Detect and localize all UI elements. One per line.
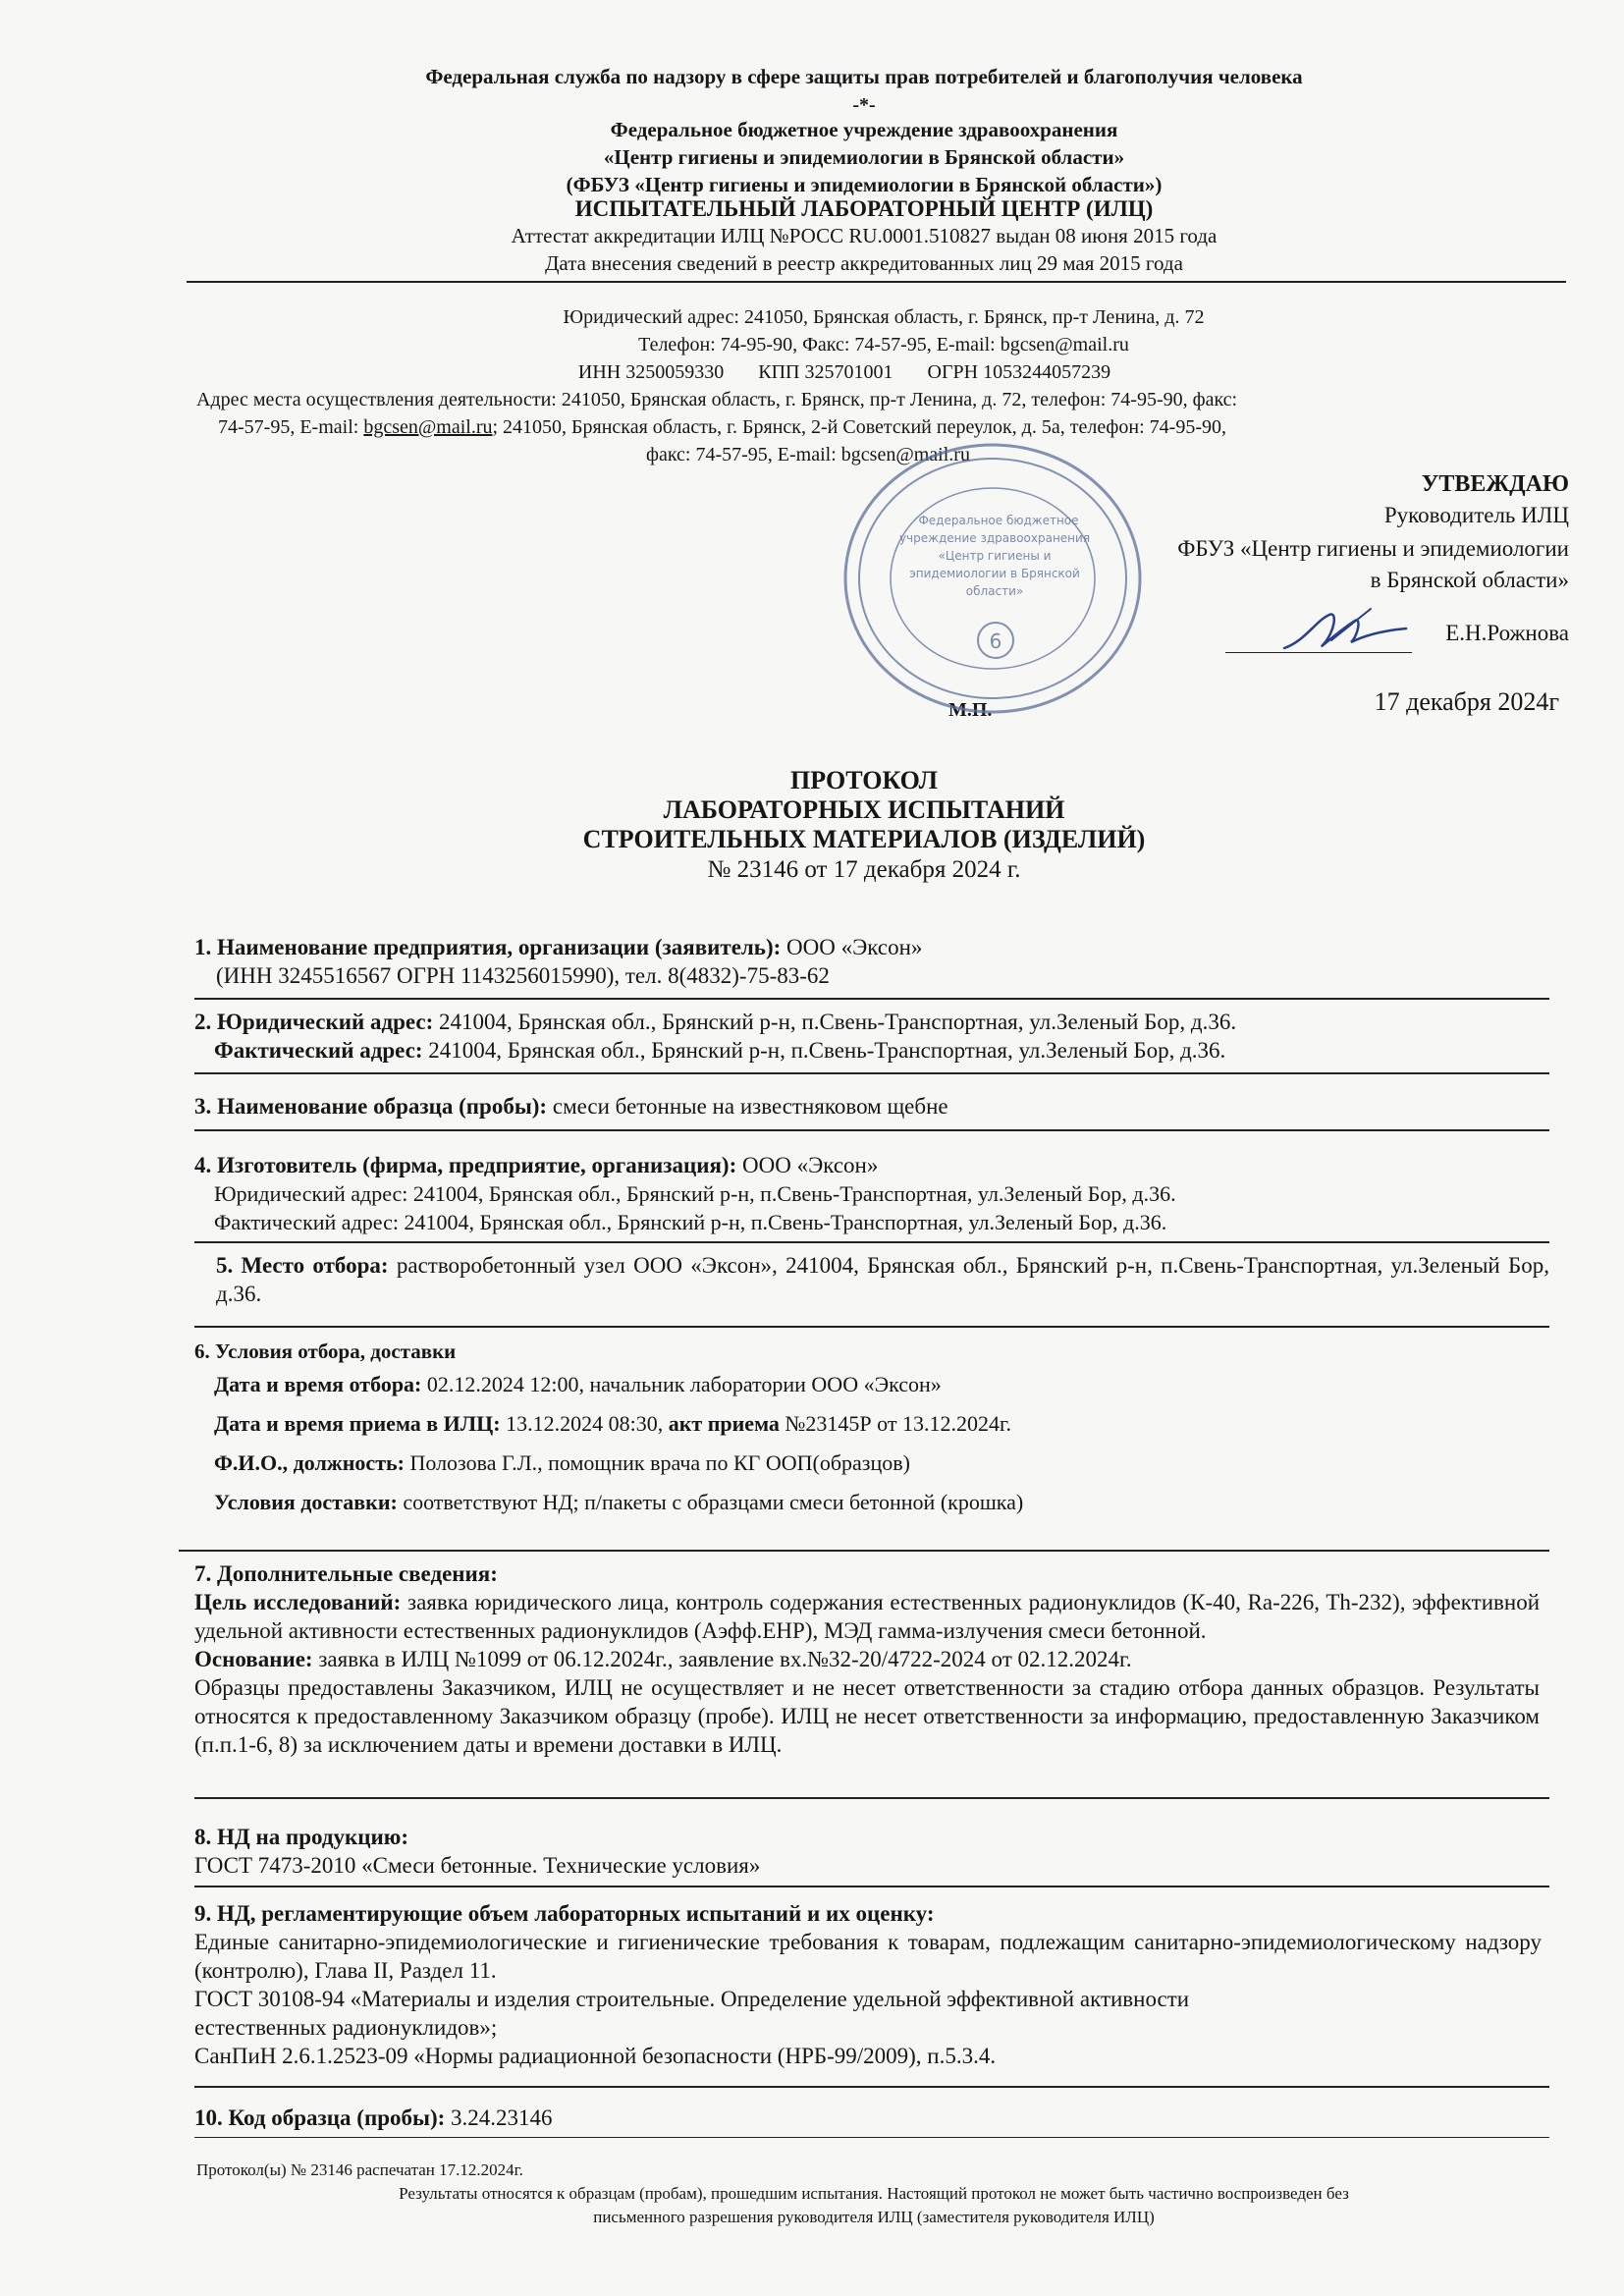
rule-1 xyxy=(194,998,1549,1000)
rule-10 xyxy=(194,2137,1549,2138)
s6-recv-label: Дата и время приема в ИЛЦ: xyxy=(214,1411,501,1436)
s2-value: 241004, Брянская обл., Брянский р-н, п.Свень-Транспортная, ул.Зеленый Бор, д.36. xyxy=(433,1010,1237,1034)
lab-name: ИСПЫТАТЕЛЬНЫЙ ЛАБОРАТОРНЫЙ ЦЕНТР (ИЛЦ) xyxy=(574,196,1154,221)
section-5 xyxy=(216,1251,1549,1308)
tax-ids xyxy=(118,361,1571,384)
s3-label: 3. Наименование образца (пробы): xyxy=(194,1094,548,1119)
email-link[interactable]: bgcsen@mail.ru xyxy=(363,416,493,438)
approval-date: 17 декабря 2024г xyxy=(1374,687,1559,716)
stamp-text-3: «Центр гигиены и xyxy=(938,549,1052,563)
s2-value2: 241004, Брянская обл., Брянский р-н, п.Свень-Транспортная, ул.Зеленый Бор, д.36. xyxy=(422,1038,1226,1063)
registry-date: Дата внесения сведений в реестр аккредитованных лиц 29 мая 2015 года xyxy=(545,251,1183,275)
header-divider: -*- xyxy=(852,94,876,116)
s7-note: Образцы предоставлены Заказчиком, ИЛЦ не осуществляет и не несет ответственности за стадию отбора данных образцов. Результаты относятся к предоставленному Заказчиком образцу (пробе). ИЛЦ не несет ответственности за информацию, предоставленную Заказчиком (п.п.1-6, 8) за исключением даты и времени доставки в ИЛЦ. xyxy=(194,1675,1540,1757)
s8-label: 8. НД на продукцию: xyxy=(194,1825,408,1849)
activity-address-1: Адрес места осуществления деятельности: 241050, Брянская область, г. Брянск, пр-т Ленина, д. 72, телефон: 74-95-90, факс: xyxy=(196,389,1238,410)
section-7 xyxy=(194,1559,1540,1759)
protocol-number: № 23146 от 17 декабря 2024 г. xyxy=(707,856,1021,883)
stamp-number: 6 xyxy=(989,629,1002,653)
legal-address: Юридический адрес: 241050, Брянская область, г. Брянск, пр-т Ленина, д. 72 xyxy=(563,306,1205,328)
official-stamp xyxy=(837,438,1149,719)
approval-org-2: в Брянской области» xyxy=(1370,568,1569,592)
footer-note-1: Результаты относятся к образцам (пробам), прошедшим испытания. Настоящий протокол не может быть частично воспроизведен без xyxy=(399,2184,1349,2203)
rule-8 xyxy=(194,1886,1549,1887)
s1-line2: (ИНН 3245516567 ОГРН 1143256015990), тел. 8(4832)-75-83-62 xyxy=(216,963,830,988)
rule-4 xyxy=(194,1241,1549,1243)
rule-7 xyxy=(194,1797,1549,1799)
s1-value: ООО «Эксон» xyxy=(781,935,923,959)
s6-fio-value: Полозова Г.Л., помощник врача по КГ ООП(образцов) xyxy=(404,1450,910,1475)
s4-label: 4. Изготовитель (фирма, предприятие, организация): xyxy=(194,1153,737,1177)
rule-3 xyxy=(194,1129,1549,1131)
phone-line: Телефон: 74-95-90, Факс: 74-57-95, E-mail: bgcsen@mail.ru xyxy=(638,334,1129,355)
accreditation: Аттестат аккредитации ИЛЦ №РОСС RU.0001.510827 выдан 08 июня 2015 года xyxy=(511,224,1218,247)
s9-p3: СанПиН 2.6.1.2523-09 «Нормы радиационной безопасности (НРБ-99/2009), п.5.3.4. xyxy=(194,2044,997,2068)
s6-delivery-label: Условия доставки: xyxy=(214,1490,398,1514)
org-name-3: (ФБУЗ «Центр гигиены и эпидемиологии в Брянской области») xyxy=(566,173,1163,196)
s6-delivery-value: соответствуют НД; п/пакеты с образцами смеси бетонной (крошка) xyxy=(397,1490,1024,1514)
agency-name: Федеральная служба по надзору в сфере защиты прав потребителей и благополучия человека xyxy=(425,65,1303,88)
s5-value: растворобетонный узел ООО «Эксон», 241004, Брянская обл., Брянский р-н, п.Свень-Транспортная, ул.Зеленый Бор, д.36. xyxy=(216,1253,1549,1306)
s6-recv-value: 13.12.2024 08:30, xyxy=(500,1411,669,1436)
s9-label: 9. НД, регламентирующие объем лабораторных испытаний и их оценку: xyxy=(194,1901,935,1926)
rule-2 xyxy=(194,1072,1549,1074)
inn: ИНН 3250059330 xyxy=(577,361,725,383)
s9-p2b: естественных радионуклидов»; xyxy=(194,2015,498,2040)
s6-act-label: акт приема xyxy=(668,1411,780,1436)
rule-9 xyxy=(194,2086,1549,2088)
activity-address-3: факс: 74-57-95, E-mail: bgcsen@mail.ru xyxy=(646,444,970,465)
stamp-place: М.П. xyxy=(948,699,993,721)
s6-date-label: Дата и время отбора: xyxy=(214,1372,422,1396)
signer-name: Е.Н.Рожнова xyxy=(1445,621,1569,645)
stamp-text-4: эпидемиологии в Брянской xyxy=(909,567,1080,580)
header-rule xyxy=(187,281,1566,283)
s7-goal-label: Цель исследований: xyxy=(194,1590,402,1614)
s7-goal-value: заявка юридического лица, контроль содержания естественных радионуклидов (К-40, Ra-226, Th-232), эффективной удельной активности естественных радионуклидов (Аэфф.ЕНР), МЭД гамма-излучения смеси бетонной. xyxy=(194,1590,1540,1643)
org-name-1: Федеральное бюджетное учреждение здравоохранения xyxy=(610,118,1118,141)
section-1 xyxy=(194,933,1549,990)
section-6 xyxy=(194,1338,1549,1522)
section-2 xyxy=(194,1008,1549,1065)
stamp-text-5: области» xyxy=(965,584,1024,598)
footer-printed: Протокол(ы) № 23146 распечатан 17.12.2024г. xyxy=(196,2160,523,2179)
protocol-title: ПРОТОКОЛ xyxy=(790,766,938,794)
s8-value: ГОСТ 7473-2010 «Смеси бетонные. Технические условия» xyxy=(194,1853,761,1878)
stamp-text-1: Федеральное бюджетное xyxy=(918,514,1079,527)
section-9 xyxy=(194,1899,1542,2070)
protocol-subtitle-1: ЛАБОРАТОРНЫХ ИСПЫТАНИЙ xyxy=(663,795,1065,824)
rule-6 xyxy=(179,1550,1549,1552)
s4-value: ООО «Эксон» xyxy=(736,1153,879,1177)
ogrn: ОГРН 1053244057239 xyxy=(927,361,1111,383)
approval-org-1: ФБУЗ «Центр гигиены и эпидемиологии xyxy=(1177,536,1569,561)
s1-label: 1. Наименование предприятия, организации (заявитель): xyxy=(194,935,782,959)
s7-basis-label: Основание: xyxy=(194,1647,313,1671)
s10-value: 3.24.23146 xyxy=(445,2105,553,2130)
s6-label: 6. Условия отбора, доставки xyxy=(194,1339,457,1363)
s7-basis-value: заявка в ИЛЦ №1099 от 06.12.2024г., заявление вх.№32-20/4722-2024 от 02.12.2024г. xyxy=(312,1647,1132,1671)
rule-5 xyxy=(194,1326,1549,1328)
section-3 xyxy=(194,1092,1549,1121)
protocol-subtitle-2: СТРОИТЕЛЬНЫХ МАТЕРИАЛОВ (ИЗДЕЛИЙ) xyxy=(582,825,1146,853)
section-4 xyxy=(194,1151,1549,1236)
signature-image xyxy=(1276,601,1414,662)
approval-role: Руководитель ИЛЦ xyxy=(1383,503,1569,527)
s6-act-value: №23145Р от 13.12.2024г. xyxy=(779,1411,1011,1436)
s9-p1: Единые санитарно-эпидемиологические и гигиенические требования к товарам, подлежащим санитарно-эпидемиологическому надзору (контролю), Глава II, Раздел 11. xyxy=(194,1930,1542,1983)
kpp: КПП 325701001 xyxy=(758,361,893,383)
stamp-text-2: учреждение здравоохранения xyxy=(898,531,1091,545)
s9-p2a: ГОСТ 30108-94 «Материалы и изделия строительные. Определение удельной эффективной активности xyxy=(194,1987,1190,2011)
s6-date-value: 02.12.2024 12:00, начальник лаборатории ООО «Эксон» xyxy=(421,1372,942,1396)
s4-legal: Юридический адрес: 241004, Брянская обл., Брянский р-н, п.Свень-Транспортная, ул.Зеленый Бор, д.36. xyxy=(214,1181,1176,1206)
section-10 xyxy=(194,2104,1549,2132)
s4-actual: Фактический адрес: 241004, Брянская обл., Брянский р-н, п.Свень-Транспортная, ул.Зеленый Бор, д.36. xyxy=(214,1210,1167,1234)
s2-label: 2. Юридический адрес: xyxy=(194,1010,434,1034)
s5-label: 5. Место отбора: xyxy=(216,1253,389,1278)
footer-note-2: письменного разрешения руководителя ИЛЦ (заместителя руководителя ИЛЦ) xyxy=(593,2208,1155,2226)
activity-address-2: 74-57-95, E-mail: bgcsen@mail.ru; 241050, Брянская область, г. Брянск, 2-й Советский переулок, д. 5а, телефон: 74-95-90, xyxy=(218,416,1226,438)
section-8 xyxy=(194,1823,1549,1880)
approval-title: УТВЕЖДАЮ xyxy=(1421,471,1569,497)
s3-value: смеси бетонные на известняковом щебне xyxy=(547,1094,948,1119)
s2-label2: Фактический адрес: xyxy=(214,1038,423,1063)
s10-label: 10. Код образца (пробы): xyxy=(194,2105,446,2130)
org-name-2: «Центр гигиены и эпидемиологии в Брянской области» xyxy=(603,145,1125,169)
s7-label: 7. Дополнительные сведения: xyxy=(194,1561,498,1586)
s6-fio-label: Ф.И.О., должность: xyxy=(214,1450,405,1475)
